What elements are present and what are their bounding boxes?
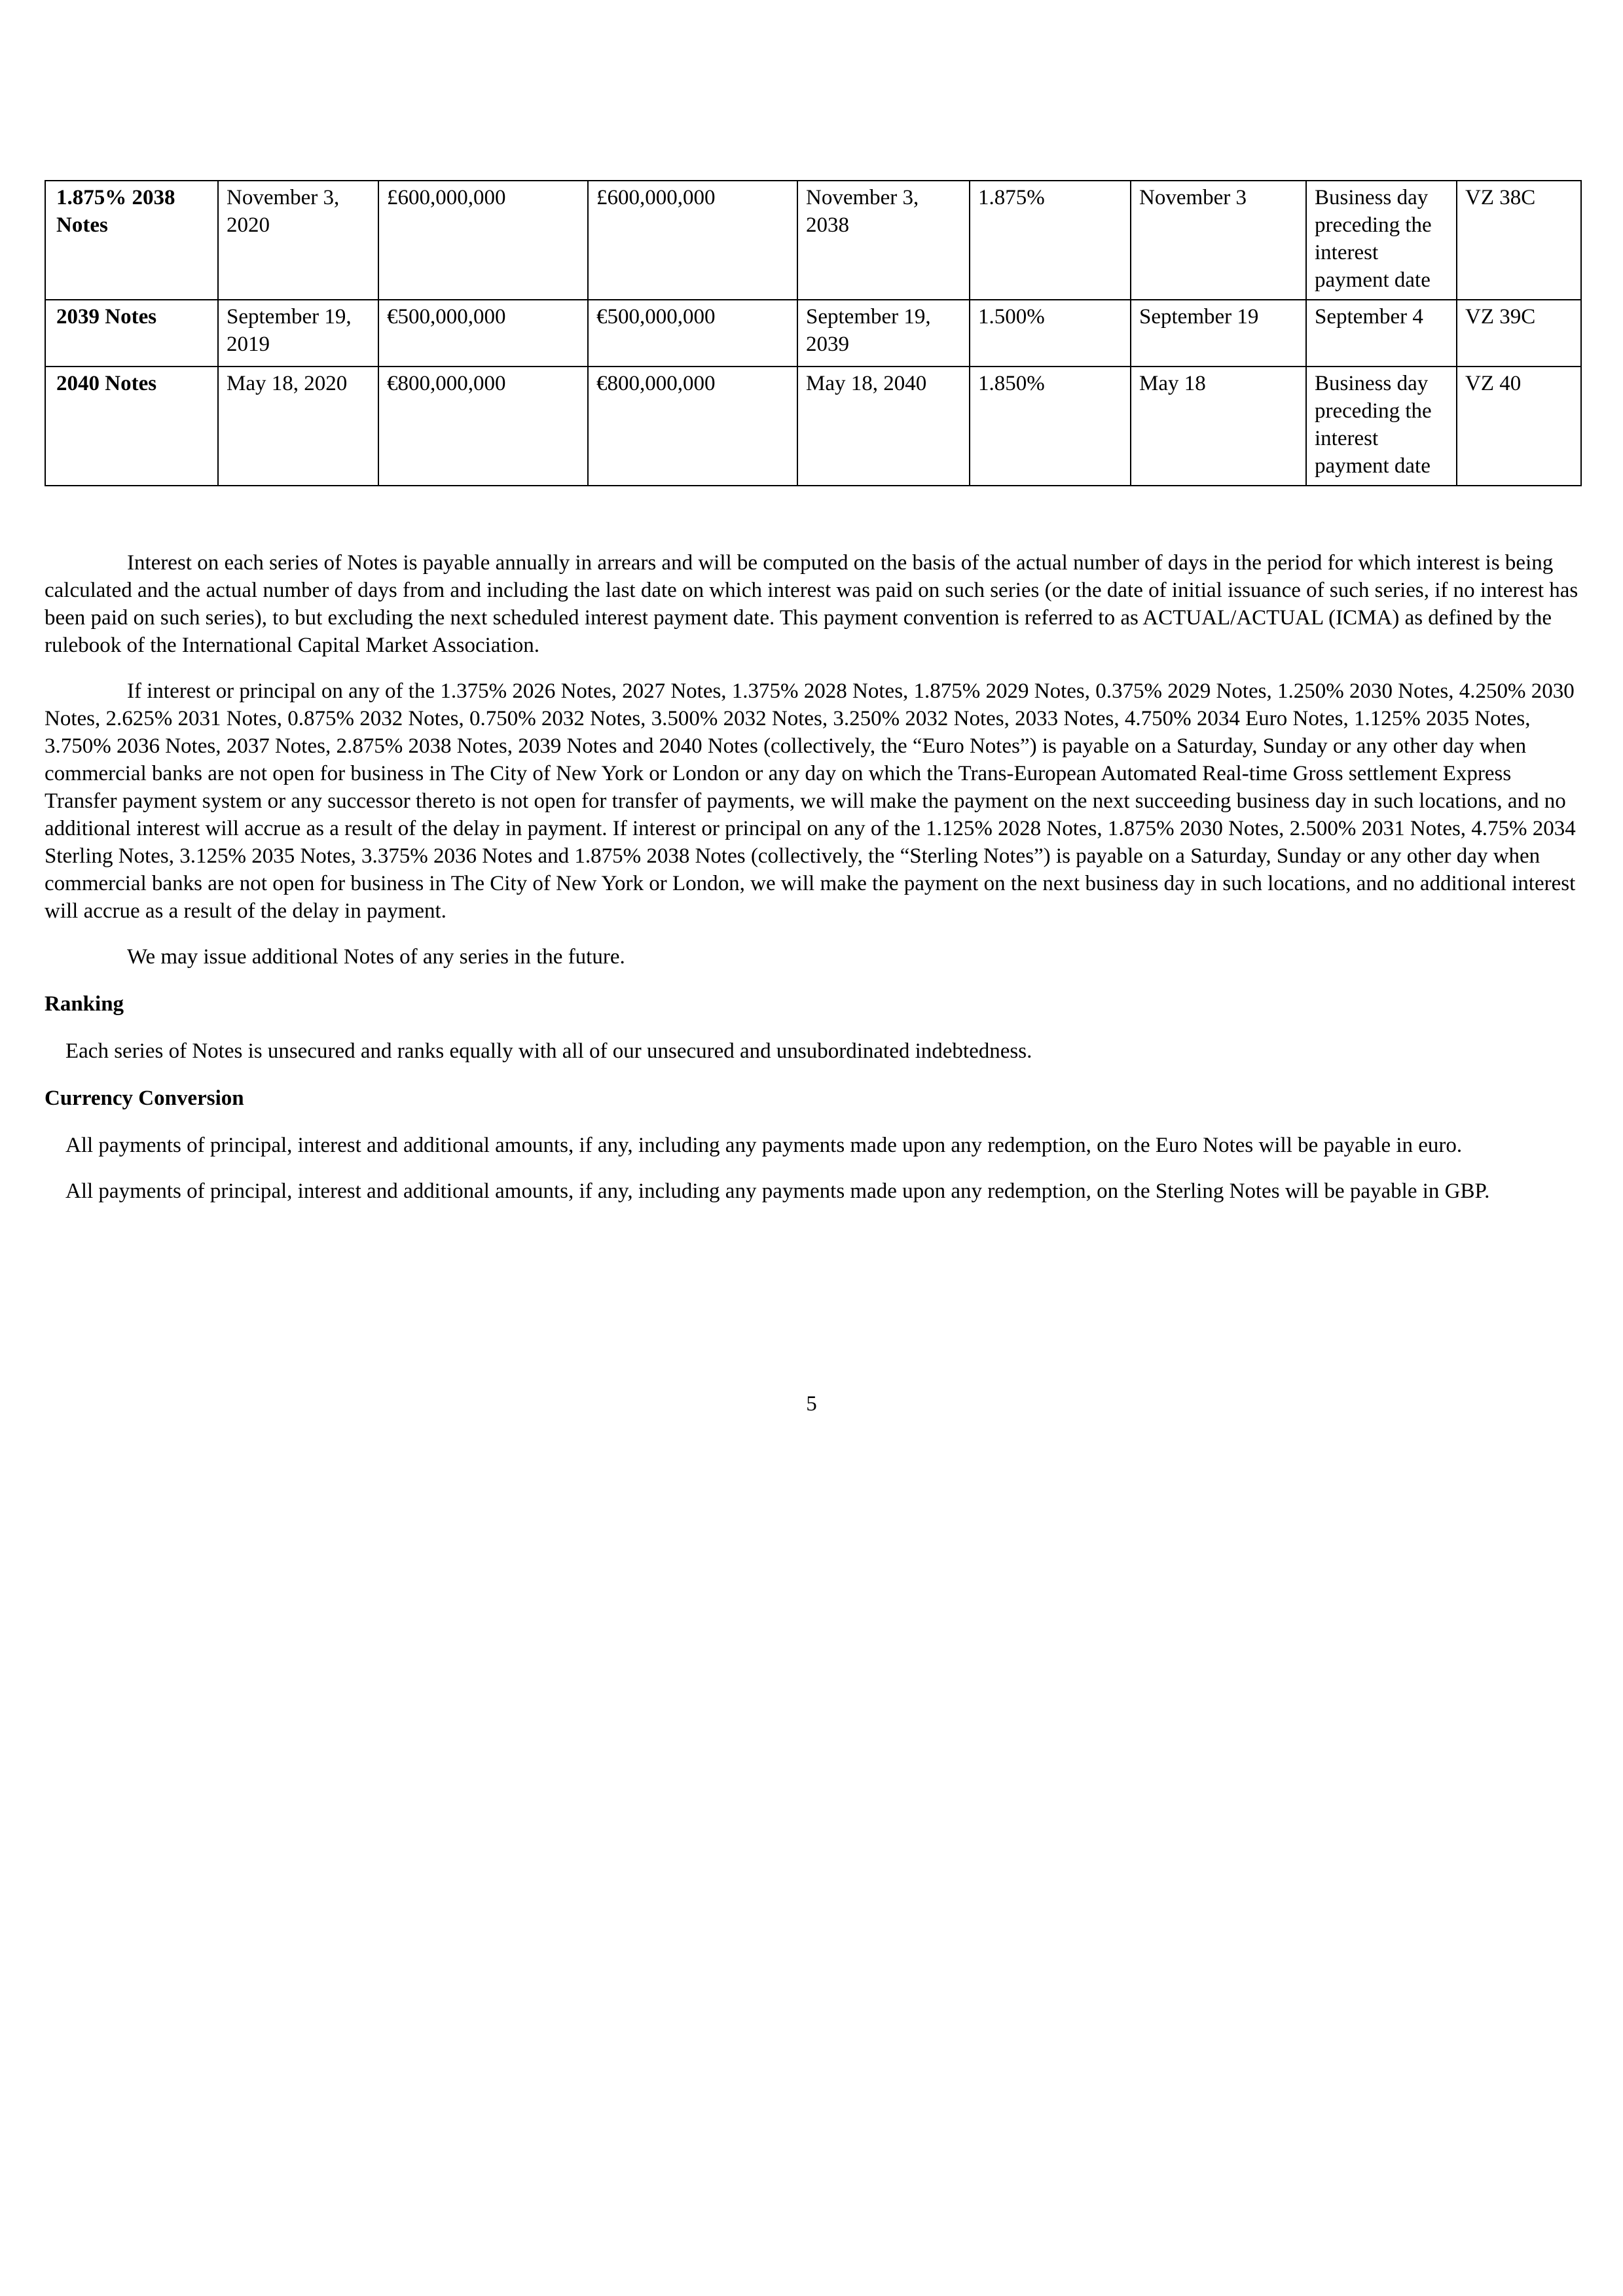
table-row xyxy=(45,367,1581,486)
issue-date-cell: November 3, 2020 xyxy=(218,181,378,300)
page-number: 5 xyxy=(806,1392,817,1416)
series-cell: 2039 Notes xyxy=(45,300,218,367)
ranking-heading: Ranking xyxy=(45,992,124,1016)
rate-cell: 1.875% xyxy=(970,181,1131,300)
maturity-cell: May 18, 2040 xyxy=(797,367,970,486)
series-cell: 1.875% 2038 Notes xyxy=(45,181,218,300)
outstanding-principal-cell: £600,000,000 xyxy=(588,181,797,300)
currency-euro-paragraph: All payments of principal, interest and additional amounts, if any, including any payments made upon any redemption, on the Euro Notes will be payable in euro. xyxy=(65,1134,1463,1157)
additional-notes-paragraph: We may issue additional Notes of any series in the future. xyxy=(127,945,625,969)
record-date-cell: Business day preceding the interest payment date xyxy=(1306,181,1457,300)
original-principal-cell: €500,000,000 xyxy=(378,300,588,367)
issue-date-cell: May 18, 2020 xyxy=(218,367,378,486)
symbol-cell: VZ 38C xyxy=(1457,181,1581,300)
interest-paragraph: Interest on each series of Notes is payable annually in arrears and will be computed on the basis of the actual number of days in the period for which interest is being calculated and the actual number of days from and including the last date on which interest was paid on such series (or the date of initial issuance of such series, if no interest has been paid on such series), to but excluding the next scheduled interest payment date. This payment convention is referred to as ACTUAL/ACTUAL (ICMA) as defined by the rulebook of the International Capital Market Association. xyxy=(45,551,1578,657)
series-cell: 2040 Notes xyxy=(45,367,218,486)
notes-table xyxy=(45,180,1582,486)
original-principal-cell: €800,000,000 xyxy=(378,367,588,486)
business-day-paragraph: If interest or principal on any of the 1.375% 2026 Notes, 2027 Notes, 1.375% 2028 Notes, 1.875% 2029 Notes, 0.375% 2029 Notes, 1.250% 2030 Notes, 4.250% 2030 Notes, 2.625% 2031 Notes, 0.875% 2032 Notes, 0.750% 2032 Notes, 3.500% 2032 Notes, 3.250% 2032 Notes, 2033 Notes, 4.750% 2034 Euro Notes, 1.125% 2035 Notes, 3.750% 2036 Notes, 2037 Notes, 2.875% 2038 Notes, 2039 Notes and 2040 Notes (collectively, the “Euro Notes”) is payable on a Saturday, Sunday or any other day when commercial banks are not open for business in The City of New York or London or any day on which the Trans-European Automated Real-time Gross settlement Express Transfer payment system or any successor thereto is not open for transfer of payments, we will make the payment on the next succeeding business day in such locations, and no additional interest will accrue as a result of the delay in payment. If interest or principal on any of the 1.125% 2028 Notes, 1.875% 2030 Notes, 2.500% 2031 Notes, 4.75% 2034 Sterling Notes, 3.125% 2035 Notes, 3.375% 2036 Notes and 1.875% 2038 Notes (collectively, the “Sterling Notes”) is payable on a Saturday, Sunday or any other day when commercial banks are not open for business in The City of New York or London, we will make the payment on the next business day in such locations, and no additional interest will accrue as a result of the delay in payment. xyxy=(45,679,1576,923)
symbol-cell: VZ 39C xyxy=(1457,300,1581,367)
currency-conversion-heading: Currency Conversion xyxy=(45,1086,244,1110)
record-date-cell: September 4 xyxy=(1306,300,1457,367)
symbol-cell: VZ 40 xyxy=(1457,367,1581,486)
record-date-cell: Business day preceding the interest payment date xyxy=(1306,367,1457,486)
ranking-paragraph: Each series of Notes is unsecured and ranks equally with all of our unsecured and unsubordinated indebtedness. xyxy=(65,1039,1032,1063)
table-row xyxy=(45,181,1581,300)
outstanding-principal-cell: €800,000,000 xyxy=(588,367,797,486)
table-row xyxy=(45,300,1581,367)
original-principal-cell: £600,000,000 xyxy=(378,181,588,300)
currency-gbp-paragraph: All payments of principal, interest and additional amounts, if any, including any payments made upon any redemption, on the Sterling Notes will be payable in GBP. xyxy=(65,1179,1490,1203)
maturity-cell: September 19, 2039 xyxy=(797,300,970,367)
payment-date-cell: May 18 xyxy=(1131,367,1306,486)
rate-cell: 1.500% xyxy=(970,300,1131,367)
document-page xyxy=(45,180,1580,1205)
issue-date-cell: September 19, 2019 xyxy=(218,300,378,367)
maturity-cell: November 3, 2038 xyxy=(797,181,970,300)
outstanding-principal-cell: €500,000,000 xyxy=(588,300,797,367)
rate-cell: 1.850% xyxy=(970,367,1131,486)
payment-date-cell: September 19 xyxy=(1131,300,1306,367)
payment-date-cell: November 3 xyxy=(1131,181,1306,300)
